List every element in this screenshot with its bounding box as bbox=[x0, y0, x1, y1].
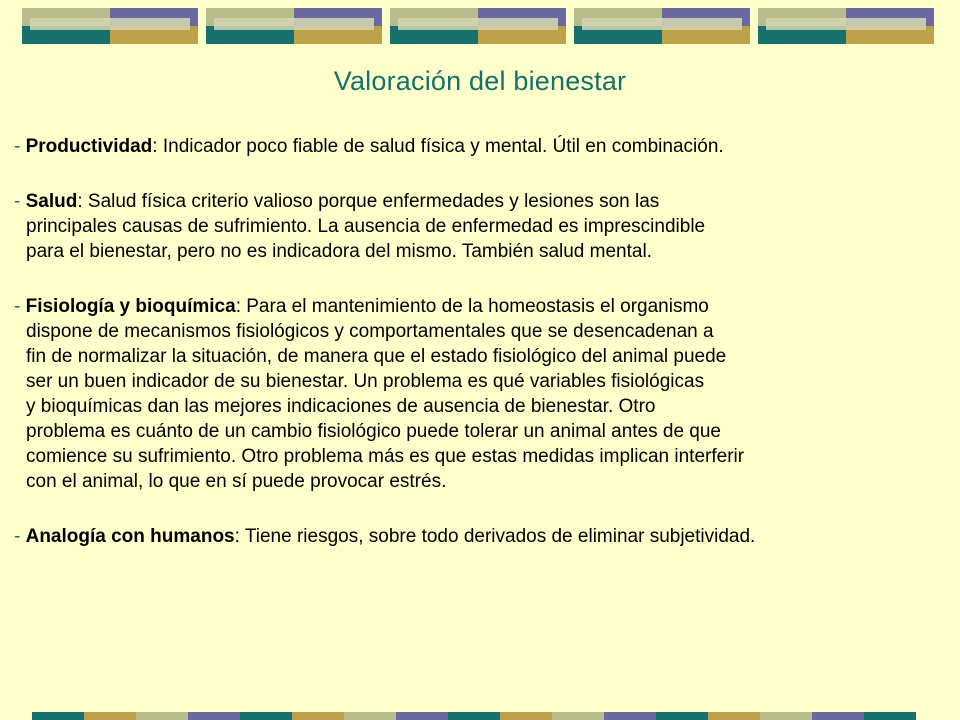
deco-segment bbox=[604, 712, 656, 720]
deco-segment bbox=[344, 712, 396, 720]
deco-segment bbox=[396, 712, 448, 720]
deco-segment bbox=[292, 712, 344, 720]
deco-segment bbox=[136, 712, 188, 720]
deco-segment bbox=[656, 712, 708, 720]
deco-segment bbox=[500, 712, 552, 720]
bullet-text-line: : Para el mantenimiento de la homeostasis el organismo bbox=[235, 296, 709, 317]
bullet-text-line: principales causas de sufrimiento. La ausencia de enfermedad es imprescindible bbox=[26, 216, 706, 237]
bullet-text-line: : Salud física criterio valioso porque enfermedades y lesiones son las bbox=[77, 191, 660, 212]
bullet-text-line: : Tiene riesgos, sobre todo derivados de eliminar subjetividad. bbox=[234, 526, 756, 547]
deco-segment bbox=[84, 712, 136, 720]
bullet-item bbox=[14, 524, 954, 549]
deco-segment bbox=[552, 712, 604, 720]
deco-block bbox=[390, 8, 566, 44]
bullet-item bbox=[14, 134, 954, 159]
top-decoration bbox=[22, 8, 942, 44]
bullet-text-line: fin de normalizar la situación, de manera que el estado fisiológico del animal puede bbox=[26, 346, 727, 367]
bullet-text-line: problema es cuánto de un cambio fisiológico puede tolerar un animal antes de que bbox=[26, 421, 722, 442]
bullet-dash: - bbox=[14, 136, 21, 157]
deco-block bbox=[758, 8, 934, 44]
slide-content bbox=[14, 134, 954, 549]
bullet-item bbox=[14, 189, 954, 264]
deco-segment bbox=[708, 712, 760, 720]
bullet-text-line: comience su sufrimiento. Otro problema más es que estas medidas implican interferir bbox=[26, 446, 745, 467]
deco-segment bbox=[240, 712, 292, 720]
bullet-text-line: para el bienestar, pero no es indicadora del mismo. También salud mental. bbox=[26, 241, 652, 262]
bullet-text-line: : Indicador poco fiable de salud física y mental. Útil en combinación. bbox=[152, 136, 724, 157]
deco-segment bbox=[864, 712, 916, 720]
bullet-item bbox=[14, 294, 954, 494]
deco-segment bbox=[32, 712, 84, 720]
deco-block bbox=[206, 8, 382, 44]
bullet-text-line: ser un buen indicador de su bienestar. Un problema es qué variables fisiológicas bbox=[26, 371, 705, 392]
deco-segment bbox=[448, 712, 500, 720]
deco-segment bbox=[188, 712, 240, 720]
bullet-term: Salud bbox=[25, 191, 78, 212]
bullet-dash: - bbox=[14, 296, 21, 317]
deco-block bbox=[574, 8, 750, 44]
bullet-dash: - bbox=[14, 191, 21, 212]
bullet-term: Analogía con humanos bbox=[25, 526, 235, 547]
bullet-text-line: dispone de mecanismos fisiológicos y comportamentales que se desencadenan a bbox=[26, 321, 714, 342]
slide-title: Valoración del bienestar bbox=[333, 66, 627, 96]
deco-block bbox=[22, 8, 198, 44]
deco-segment bbox=[812, 712, 864, 720]
bullet-term: Fisiología y bioquímica bbox=[25, 296, 236, 317]
bullet-text-line: y bioquímicas dan las mejores indicaciones de ausencia de bienestar. Otro bbox=[26, 396, 656, 417]
bullet-text-line: con el animal, lo que en sí puede provocar estrés. bbox=[26, 471, 447, 492]
bullet-dash: - bbox=[14, 526, 21, 547]
deco-segment bbox=[760, 712, 812, 720]
bottom-decoration bbox=[32, 712, 928, 720]
bullet-term: Productividad bbox=[25, 136, 153, 157]
